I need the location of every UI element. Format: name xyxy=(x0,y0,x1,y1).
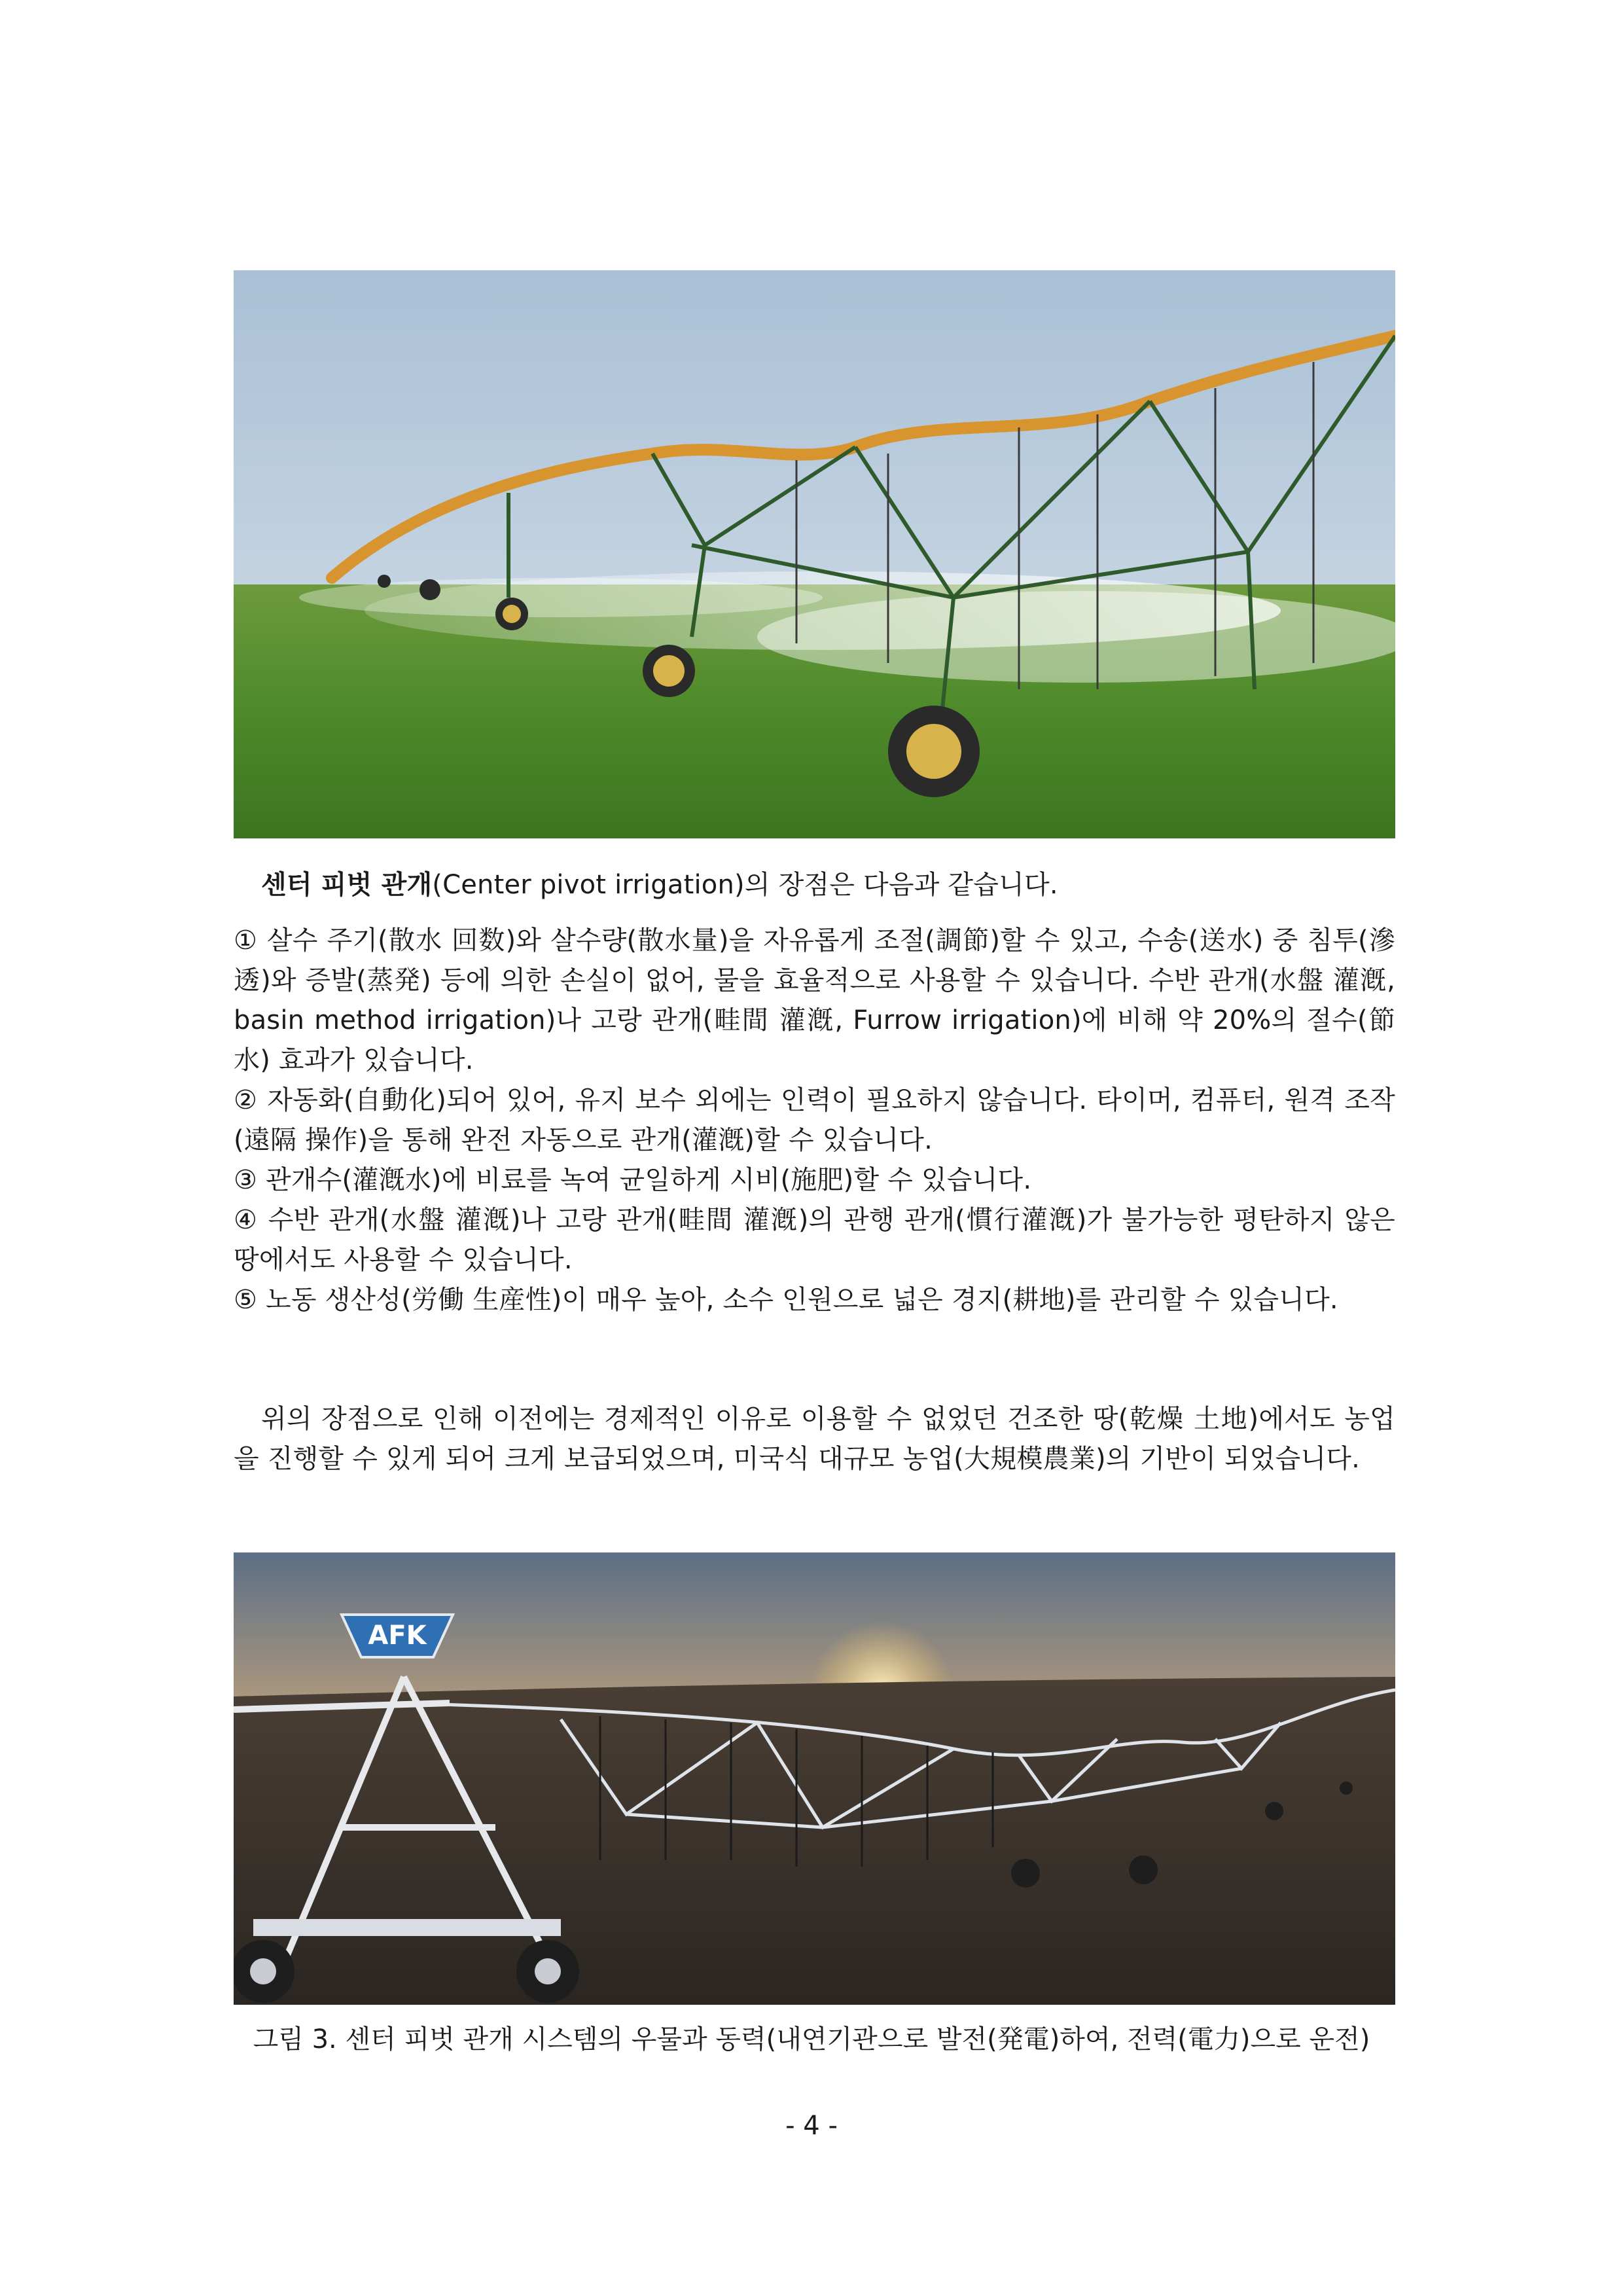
center-pivot-illustration xyxy=(234,270,1395,838)
center-pivot-photo xyxy=(234,270,1395,838)
advantage-item: ④ 수반 관개(水盤 灌漑)나 고랑 관개(畦間 灌漑)의 관행 관개(慣行灌漑)가 불가능한 평탄하지 않은 땅에서도 사용할 수 있습니다. xyxy=(234,1205,1395,1275)
advantage-item: ⑤ 노동 생산성(労働 生産性)이 매우 높아, 소수 인원으로 넓은 경지(耕地)를 관리할 수 있습니다. xyxy=(234,1285,1338,1315)
figure-caption: 그림 3. 센터 피벗 관개 시스템의 우물과 동력(내연기관으로 발전(発電)하여, 전력(電力)으로 운전) xyxy=(253,2024,1370,2054)
intro-term: 센터 피벗 관개 xyxy=(261,870,433,900)
advantage-item: ③ 관개수(灌漑水)에 비료를 녹여 균일하게 시비(施肥)할 수 있습니다. xyxy=(234,1165,1032,1195)
summary-paragraph: 위의 장점으로 인해 이전에는 경제적인 이유로 이용할 수 없었던 건조한 땅(乾燥 土地)에서도 농업을 진행할 수 있게 되어 크게 보급되었으며, 미국식 대규모 농업(大規模農業)의 기반이 되었습니다. xyxy=(234,1404,1395,1474)
pivot-sunset-illustration xyxy=(234,1552,1395,2005)
advantage-item: ② 자동화(自動化)되어 있어, 유지 보수 외에는 인력이 필요하지 않습니다. 타이머, 컴퓨터, 원격 조작(遠隔 操作)을 통해 완전 자동으로 관개(灌漑)할 수 있습니다. xyxy=(234,1085,1395,1155)
pivot-sunset-photo xyxy=(234,1552,1395,2005)
page-number: - 4 - xyxy=(785,2111,838,2141)
intro-paragraph xyxy=(234,865,1395,905)
afk-sign-text: AFK xyxy=(368,1621,427,1651)
intro-rest: (Center pivot irrigation)의 장점은 다음과 같습니다. xyxy=(432,870,1058,900)
advantages-list xyxy=(234,921,1395,1320)
advantage-item: ① 살수 주기(散水 回数)와 살수량(散水量)을 자유롭게 조절(調節)할 수 있고, 수송(送水) 중 침투(滲透)와 증발(蒸発) 등에 의한 손실이 없어, 물을 효율적으로 사용할 수 있습니다. 수반 관개(水盤 灌漑, basin method irrigation)나 고랑 관개(畦間 灌漑, Furrow irrigation)에 비해 약 20%의 절수(節水) 효과가 있습니다. xyxy=(234,925,1395,1075)
